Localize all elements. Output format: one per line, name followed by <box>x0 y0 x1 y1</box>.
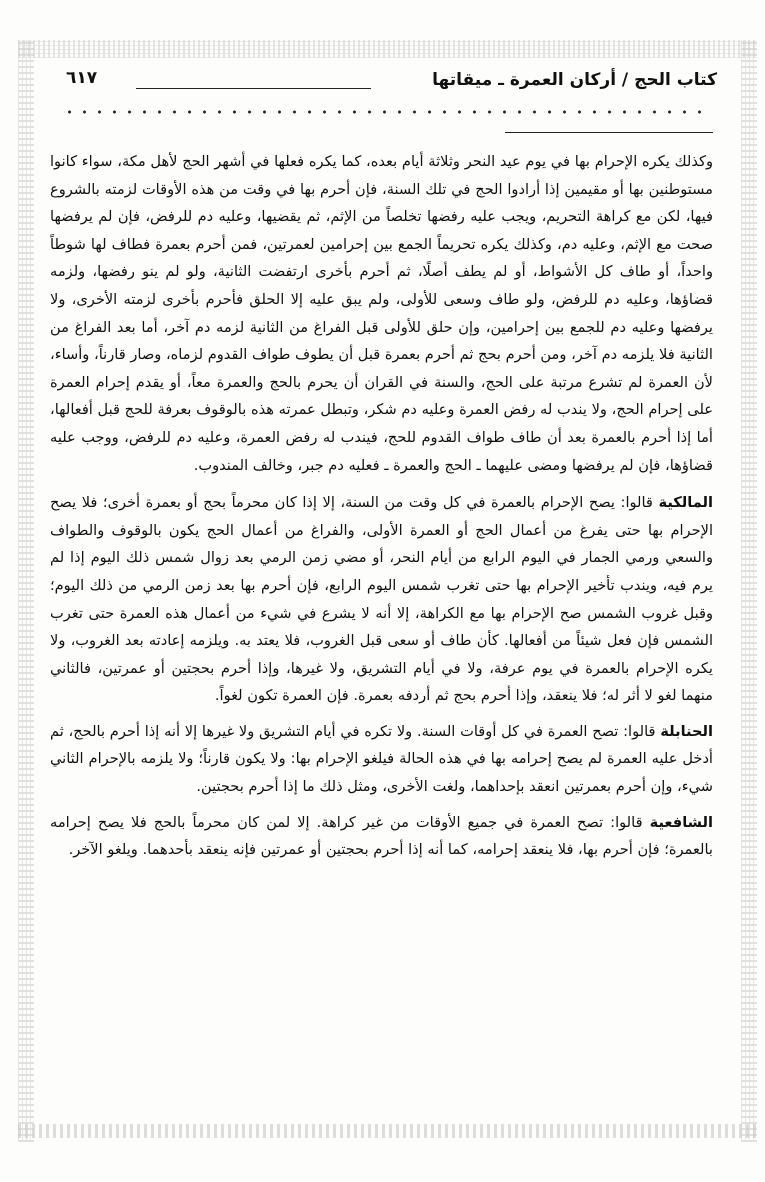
school-name: الشافعية <box>649 813 714 831</box>
paragraph-text: قالوا: تصح العمرة في جميع الأوقات من غير كراهة. إلا لمن كان محرماً بالحج فلا يصح إحرامه بالعمرة؛ فإن أحرم بها، فلا ينعقد إحرامه، كما أنه إذا أحرم بحجتين أو عمرتين فإنه ينعقد بأحدهما. ويلغو الآخر. <box>50 813 713 859</box>
paragraph-text: وكذلك يكره الإحرام بها في يوم عيد النحر وثلاثة أيام بعده، كما يكره فعلها في أشهر الحج لأهل مكة، سواء كانوا مستوطنين بها أو مقيمين إذا أرادوا الحج في تلك السنة، فإن أحرم بها في وقت من هذه الأوقات لزمته بالشروع فيها، لكن مع كراهة التحريم، ويجب عليه رفضها تخلصاً من الإثم، ثم يقضيها، وعليه دم للرفض، فإن لم يرفضها صحت مع الإثم، وعليه دم، وكذلك يكره تحريماً الجمع بين إحرامين لعمرتين، فمن أحرم بعمرة فطاف لها شوطاً واحداً، أو طاف كل الأشواط، أو لم يطف أصلًا، ثم أحرم بأخرى ارتفضت الثانية، ولو لم ينو رفضها، ولزمه قضاؤها، وعليه دم للرفض، ولو طاف وسعى للأولى، ولم يبق عليه إلا الحلق فأحرم بأخرى لزمته الأخرى، ولا يرفضها وعليه دم للجمع بين إحرامين، وإن حلق للأولى قبل الفراغ من الثانية لزمه دم آخر، أما بعد الفراغ من الثانية فلا يلزمه دم آخر، ومن أحرم بحج ثم أحرم بعمرة قبل أن يطوف طواف القدوم لزماه، وصار قارناً، وأساء، لأن العمرة لم تشرع مرتبة على الحج، والسنة في القران أن يحرم بالحج والعمرة معاً، أو يقدم إحرام العمرة على إحرام الحج، ولا يندب له رفض العمرة وعليه دم شكر، وتبطل عمرته هذه بالوقوف بعرفة للحج قبل أفعالها، أما إذا أحرم بالعمرة بعد أن طاف طواف القدوم للحج، فيندب له رفض العمرة، وعليه دم للرفض، ووجب عليه قضاؤها، فإن لم يرفضها ومضى عليهما ـ الحج والعمرة ـ فعليه دم جبر، وخالف المندوب. <box>50 153 713 474</box>
running-title: كتاب الحج / أركان العمرة ـ ميقاتها <box>432 70 717 90</box>
paragraph-maliki <box>50 489 713 710</box>
footnote-separator <box>505 132 713 133</box>
school-name: المالكية <box>658 494 713 512</box>
decorative-border-left <box>18 40 34 1142</box>
paragraph-hanbali <box>50 718 713 801</box>
paragraph-shafii <box>50 809 713 864</box>
school-name: الحنابلة <box>660 722 714 740</box>
decorative-border-bottom <box>18 1124 757 1138</box>
decorative-border-right <box>741 40 757 1142</box>
decorative-border-top <box>18 40 757 58</box>
header-rule <box>136 88 371 89</box>
paragraph-text: قالوا: يصح الإحرام بالعمرة في كل وقت من السنة، إلا إذا كان محرماً بحج أو بعمرة أخرى؛ فلا يصح الإحرام بها حتى يفرغ من أعمال الحج أو العمرة الأولى، والفراغ من أعمال الحج يكون بالوقوف والطواف والسعي ورمي الجمار في اليوم الرابع من أيام النحر، أو مضي زمن الرمي بعد زوال شمس ذلك اليوم إذا لم يرم فيه، ويندب تأخير الإحرام بها حتى تغرب شمس اليوم الرابع، فإن أحرم بها بعد زمن الرمي من ذلك اليوم؛ وقبل غروب الشمس صح الإحرام بها مع الكراهة، إلا أنه لا يشرع في شيء من أعمال هذه العمرة حتى تغرب الشمس فإن فعل شيئاً من أفعالها. كأن طاف أو سعى قبل الغروب، فلا يعتد به. ويلزمه إعادته بعد الغروب، ولا يكره الإحرام بالعمرة في يوم عرفة، ولا في أيام التشريق، ولا غيرها، وإذا أحرم بحجتين أو عمرتين، فالثاني منهما لغو لا أثر له؛ فلا ينعقد، وإذا أحرم بحج ثم أردفه بعمرة. فإن العمرة تكون لغواً. <box>50 494 713 705</box>
page-header <box>48 62 717 98</box>
page-number: ٦١٧ <box>66 68 98 88</box>
paragraph-text: قالوا: تصح العمرة في كل أوقات السنة. ولا تكره في أيام التشريق ولا غيرها إلا أنه إذا أحرم بالحج، ثم أدخل عليه العمرة لم يصح إحرامه بها في هذه الحالة فيلغو الإحرام بها: ولا يكون قارناً؛ ولا يلزمه بالإحرام الثاني شيء، وإن أحرم بعمرتين انعقد بإحداهما، ولغت الأخرى، ومثل ذلك ما إذا أحرم بحجتين. <box>50 722 713 796</box>
page-body <box>50 148 713 872</box>
paragraph-hanafi <box>50 148 713 479</box>
dotted-separator <box>62 110 713 114</box>
